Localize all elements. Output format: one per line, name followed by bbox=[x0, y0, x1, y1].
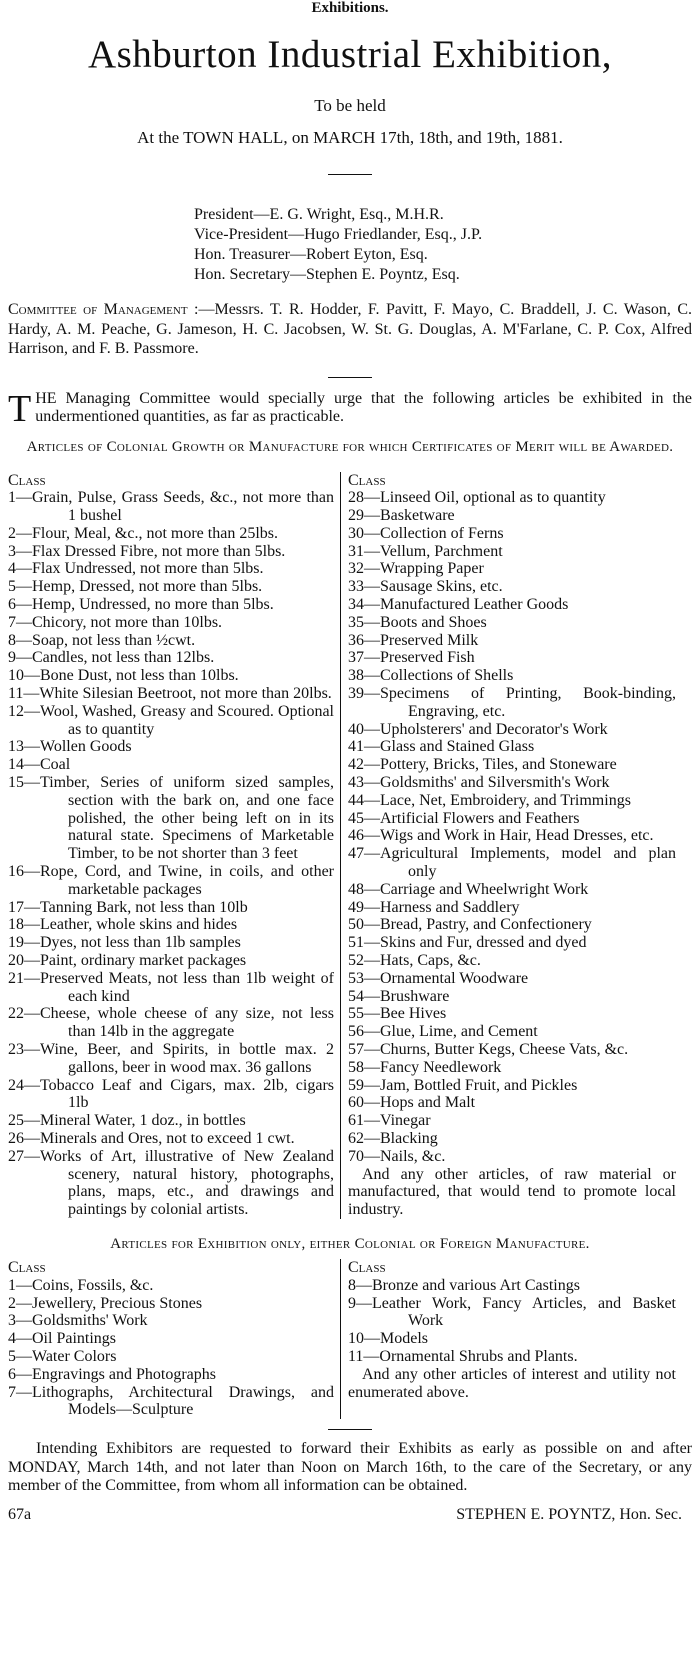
footer-instructions: Intending Exhibitors are requested to forward their Exhibits as early as possible on and after MONDAY, March 14th, and not later than Noon on March 16th, to the care of the Secretary, or any member of the Committee, from whom all information can be obtained. bbox=[8, 1440, 692, 1495]
section-1-columns bbox=[8, 472, 692, 1219]
class-item: 40—Upholsterers' and Decorator's Work bbox=[348, 720, 608, 738]
class-item: 41—Glass and Stained Glass bbox=[348, 738, 535, 756]
class-item: 25—Mineral Water, 1 doz., in bottles bbox=[8, 1112, 246, 1130]
class-item: 15—Timber, Series of uniform sized samples, section with the bark on, and one face polished, the other being left on in its natural state. Specimens of Marketable Timber, to be not shorter than 3 feet bbox=[8, 774, 334, 863]
class-item: 36—Preserved Milk bbox=[348, 631, 479, 649]
section-heading-exhibition-only: Articles for Exhibition only, either Colonial or Foreign Manufacture. bbox=[110, 1235, 590, 1252]
signoff-line bbox=[8, 1506, 692, 1524]
class-item: 45—Artificial Flowers and Feathers bbox=[348, 809, 580, 827]
class-item: 29—Basketware bbox=[348, 507, 455, 525]
class-item: 43—Goldsmiths' and Silversmith's Work bbox=[348, 774, 610, 792]
class-item: 1—Coins, Fossils, &c. bbox=[8, 1276, 154, 1294]
class-item: 6—Hemp, Undressed, no more than 5lbs. bbox=[8, 596, 274, 614]
section-1-left-column bbox=[8, 472, 341, 1219]
class-item: 6—Engravings and Photographs bbox=[8, 1365, 216, 1383]
officers-list bbox=[194, 205, 692, 285]
class-item: 9—Leather Work, Fancy Articles, and Basket Work bbox=[348, 1294, 676, 1330]
class-item: 19—Dyes, not less than 1lb samples bbox=[8, 934, 241, 952]
committee-label: Committee of Management bbox=[8, 301, 188, 318]
class-heading: Class bbox=[348, 1258, 386, 1276]
class-item: 4—Oil Paintings bbox=[8, 1330, 117, 1348]
section-heading-certificates: Articles of Colonial Growth or Manufacture for which Certificates of Merit will be Awarded. bbox=[26, 438, 674, 455]
class-item: 11—White Silesian Beetroot, not more than 20lbs. bbox=[8, 685, 332, 703]
class-note: And any other articles, of raw material or manufactured, that would tend to promote local industry. bbox=[348, 1165, 676, 1219]
class-item: 8—Bronze and various Art Castings bbox=[348, 1276, 580, 1294]
class-item: 34—Manufactured Leather Goods bbox=[348, 596, 569, 614]
class-item: 54—Brushware bbox=[348, 987, 450, 1005]
class-item: 24—Tobacco Leaf and Cigars, max. 2lb, cigars 1lb bbox=[8, 1076, 334, 1112]
class-item: 42—Pottery, Bricks, Tiles, and Stoneware bbox=[348, 756, 617, 774]
class-item: 9—Candles, not less than 12lbs. bbox=[8, 649, 215, 667]
class-item: 27—Works of Art, illustrative of New Zealand scenery, natural history, photographs, plans, maps, etc., and drawings and paintings by colonial artists. bbox=[8, 1147, 334, 1219]
section-2-left-column bbox=[8, 1259, 341, 1419]
class-item: 11—Ornamental Shrubs and Plants. bbox=[348, 1347, 578, 1365]
class-item: 21—Preserved Meats, not less than 1lb weight of each kind bbox=[8, 969, 334, 1005]
venue-dates-line: At the TOWN HALL, on MARCH 17th, 18th, and 19th, 1881. bbox=[137, 128, 563, 147]
section-1-right-column bbox=[341, 472, 676, 1219]
class-item: 33—Sausage Skins, etc. bbox=[348, 578, 503, 596]
class-item: 46—Wigs and Work in Hair, Head Dresses, etc. bbox=[348, 827, 654, 845]
class-item: 3—Goldsmiths' Work bbox=[8, 1312, 148, 1330]
committee-members: :—Messrs. T. R. Hodder, F. Pavitt, F. Mayo, C. Braddell, J. C. Wason, C. Hardy, A. M. Peache, G. Jameson, H. C. Jacobsen, W. St. G. Douglas, A. M'Farlane, C. P. Cox, Alfred Harrison, and F. B. Passmore. bbox=[8, 301, 693, 357]
class-item: 61—Vinegar bbox=[348, 1112, 431, 1130]
class-item: 39—Specimens of Printing, Book-binding, Engraving, etc. bbox=[348, 685, 676, 720]
class-item: 12—Wool, Washed, Greasy and Scoured. Optional as to quantity bbox=[8, 702, 334, 738]
class-item: 28—Linseed Oil, optional as to quantity bbox=[348, 489, 606, 507]
divider-rule bbox=[328, 174, 372, 175]
class-item: 57—Churns, Butter Kegs, Cheese Vats, &c. bbox=[348, 1041, 629, 1058]
class-item: 10—Bone Dust, not less than 10lbs. bbox=[8, 667, 239, 685]
committee-paragraph bbox=[8, 300, 692, 359]
class-item: 2—Jewellery, Precious Stones bbox=[8, 1294, 203, 1312]
class-item: 14—Coal bbox=[8, 756, 71, 774]
class-item: 20—Paint, ordinary market packages bbox=[8, 952, 247, 970]
class-item: 58—Fancy Needlework bbox=[348, 1058, 502, 1076]
class-item: 8—Soap, not less than ½cwt. bbox=[8, 631, 196, 649]
class-item: 62—Blacking bbox=[348, 1129, 438, 1147]
officer-vice-president: Vice-President—Hugo Friedlander, Esq., J.P. bbox=[194, 226, 483, 243]
class-item: 47—Agricultural Implements, model and plan only bbox=[348, 845, 676, 881]
signature: STEPHEN E. POYNTZ, Hon. Sec. bbox=[456, 1505, 682, 1523]
class-item: 56—Glue, Lime, and Cement bbox=[348, 1023, 538, 1041]
class-item: 44—Lace, Net, Embroidery, and Trimmings bbox=[348, 791, 631, 809]
class-item: 26—Minerals and Ores, not to exceed 1 cwt. bbox=[8, 1129, 295, 1147]
class-item: 4—Flax Undressed, not more than 5lbs. bbox=[8, 560, 264, 578]
class-item: 23—Wine, Beer, and Spirits, in bottle max. 2 gallons, beer in wood max. 36 gallons bbox=[8, 1041, 334, 1076]
class-item: 16—Rope, Cord, and Twine, in coils, and other marketable packages bbox=[8, 863, 334, 898]
class-item: 35—Boots and Shoes bbox=[348, 613, 487, 631]
class-item: 7—Lithographs, Architectural Drawings, and Models—Sculpture bbox=[8, 1383, 334, 1419]
section-2-columns bbox=[8, 1259, 692, 1419]
exhibition-title: Ashburton Industrial Exhibition, bbox=[87, 33, 613, 76]
class-item: 17—Tanning Bark, not less than 10lb bbox=[8, 898, 248, 916]
class-heading: Class bbox=[8, 471, 46, 489]
class-item: 13—Wollen Goods bbox=[8, 738, 132, 756]
class-item: 7—Chicory, not more than 10lbs. bbox=[8, 613, 223, 631]
class-item: 37—Preserved Fish bbox=[348, 649, 475, 667]
section-2-right-column bbox=[341, 1259, 676, 1419]
running-head: Exhibitions. bbox=[311, 0, 389, 16]
class-item: 49—Harness and Saddlery bbox=[348, 898, 520, 916]
class-item: 5—Hemp, Dressed, not more than 5lbs. bbox=[8, 578, 263, 596]
officer-president: President—E. G. Wright, Esq., M.H.R. bbox=[194, 206, 444, 223]
urge-text: HE Managing Committee would specially urge that the following articles be exhibited in the undermentioned quantities, as far as practicable. bbox=[35, 389, 692, 425]
class-item: 18—Leather, whole skins and hides bbox=[8, 916, 238, 934]
class-item: 50—Bread, Pastry, and Confectionery bbox=[348, 916, 592, 934]
class-item: 31—Vellum, Parchment bbox=[348, 542, 503, 560]
officer-secretary: Hon. Secretary—Stephen E. Poyntz, Esq. bbox=[194, 266, 460, 283]
divider-rule bbox=[328, 1429, 372, 1430]
class-item: 3—Flax Dressed Fibre, not more than 5lbs. bbox=[8, 542, 286, 560]
urge-paragraph bbox=[8, 387, 692, 430]
class-item: 70—Nails, &c. bbox=[348, 1147, 446, 1165]
class-item: 2—Flour, Meal, &c., not more than 25lbs. bbox=[8, 524, 278, 542]
class-item: 52—Hats, Caps, &c. bbox=[348, 952, 481, 970]
class-item: 48—Carriage and Wheelwright Work bbox=[348, 880, 589, 898]
class-note: And any other articles of interest and utility not enumerated above. bbox=[348, 1365, 676, 1401]
class-item: 10—Models bbox=[348, 1330, 428, 1348]
class-item: 53—Ornamental Woodware bbox=[348, 969, 529, 987]
class-item: 55—Bee Hives bbox=[348, 1005, 447, 1023]
to-be-held-line: To be held bbox=[314, 96, 386, 115]
drop-cap: T bbox=[8, 387, 32, 430]
class-item: 30—Collection of Ferns bbox=[348, 524, 504, 542]
class-item: 1—Grain, Pulse, Grass Seeds, &c., not more than 1 bushel bbox=[8, 489, 334, 525]
page-number: 67a bbox=[8, 1505, 32, 1523]
class-item: 22—Cheese, whole cheese of any size, not less than 14lb in the aggregate bbox=[8, 1005, 334, 1041]
class-item: 32—Wrapping Paper bbox=[348, 560, 484, 578]
class-item: 59—Jam, Bottled Fruit, and Pickles bbox=[348, 1076, 578, 1094]
class-item: 5—Water Colors bbox=[8, 1347, 117, 1365]
class-item: 38—Collections of Shells bbox=[348, 667, 514, 685]
class-heading: Class bbox=[348, 471, 386, 489]
class-item: 51—Skins and Fur, dressed and dyed bbox=[348, 934, 587, 952]
officer-treasurer: Hon. Treasurer—Robert Eyton, Esq. bbox=[194, 246, 428, 263]
class-item: 60—Hops and Malt bbox=[348, 1094, 476, 1112]
class-heading: Class bbox=[8, 1258, 46, 1276]
